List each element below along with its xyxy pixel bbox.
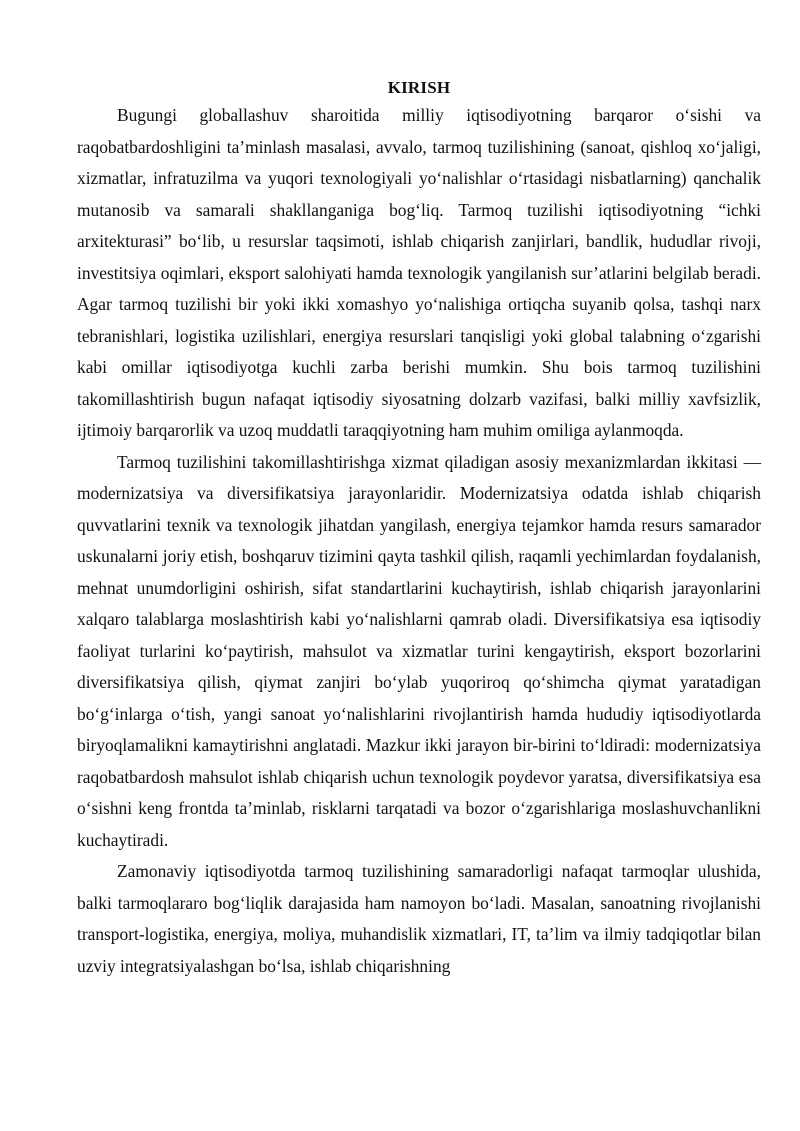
paragraph-2: Tarmoq tuzilishini takomillashtirishga xizmat qiladigan asosiy mexanizmlardan ikkitasi — modernizatsiya va diversifikatsiya jarayonlaridir. Modernizatsiya odatda ishlab chiqarish quvvatlarini texnik va texnologik jihatdan yangilash, energiya tejamkor hamda resurs samarador uskunalarni joriy etish, boshqaruv tizimini qayta tashkil qilish, raqamli yechimlardan foydalanish, mehnat unumdorligini oshirish, sifat standartlarini kuchaytirish, ishlab chiqarish jarayonlarini xalqaro talablarga moslashtirish kabi yo‘nalishlarni qamrab oladi. Diversifikatsiya esa iqtisodiy faoliyat turlarini ko‘paytirish, mahsulot va xizmatlar turini kengaytirish, eksport bozorlarini diversifikatsiya qilish, qiymat zanjiri bo‘ylab yuqoriroq qo‘shimcha qiymat yaratadigan bo‘g‘inlarga o‘tish, yangi sanoat yo‘nalishlarini rivojlantirish hamda hududiy iqtisodiyotlarda biryoqlamalikni kamaytirishni anglatadi. Mazkur ikki jarayon bir-birini to‘ldiradi: modernizatsiya raqobatbardosh mahsulot ishlab chiqarish uchun texnologik poydevor yaratsa, diversifikatsiya esa o‘sishni keng frontda ta’minlab, risklarni tarqatadi va bozor o‘zgarishlariga moslashuvchanlikni kuchaytiradi. — [77, 451, 761, 850]
paragraph-3: Zamonaviy iqtisodiyotda tarmoq tuzilishining samaradorligi nafaqat tarmoqlar ulushida, balki tarmoqlararo bog‘liqlik darajasida ham namoyon bo‘ladi. Masalan, sanoatning rivojlanishi transport-logistika, energiya, moliya, muhandislik xizmatlari, IT, ta’lim va ilmiy tadqiqotlar bilan uzviy integratsiyalashgan bo‘lsa, ishlab chiqarishning — [77, 861, 761, 976]
document-body — [77, 75, 761, 982]
document-title: KIRISH — [387, 78, 451, 97]
paragraph-1: Bugungi globallashuv sharoitida milliy iqtisodiyotning barqaror o‘sishi va raqobatbardoshligini ta’minlash masalasi, avvalo, tarmoq tuzilishining (sanoat, qishloq xo‘jaligi, xizmatlar, infratuzilma va yuqori texnologiyali yo‘nalishlar o‘rtasidagi nisbatlarning) qanchalik mutanosib va samarali shakllanganiga bog‘liq. Tarmoq tuzilishi iqtisodiyotning “ichki arxitekturasi” bo‘lib, u resurslar taqsimoti, ishlab chiqarish zanjirlari, bandlik, hududlar rivoji, investitsiya oqimlari, eksport salohiyati hamda texnologik yangilanish sur’atlarini belgilab beradi. Agar tarmoq tuzilishi bir yoki ikki xomashyo yo‘nalishiga ortiqcha suyanib qolsa, tashqi narx tebranishlari, logistika uzilishlari, energiya resurslari tanqisligi yoki global talabning o‘zgarishi kabi omillar iqtisodiyotga kuchli zarba berishi mumkin. Shu bois tarmoq tuzilishini takomillashtirish bugun nafaqat iqtisodiy siyosatning dolzarb vazifasi, balki milliy xavfsizlik, ijtimoiy barqarorlik va uzoq muddatli taraqqiyotning ham muhim omiliga aylanmoqda. — [77, 105, 761, 440]
